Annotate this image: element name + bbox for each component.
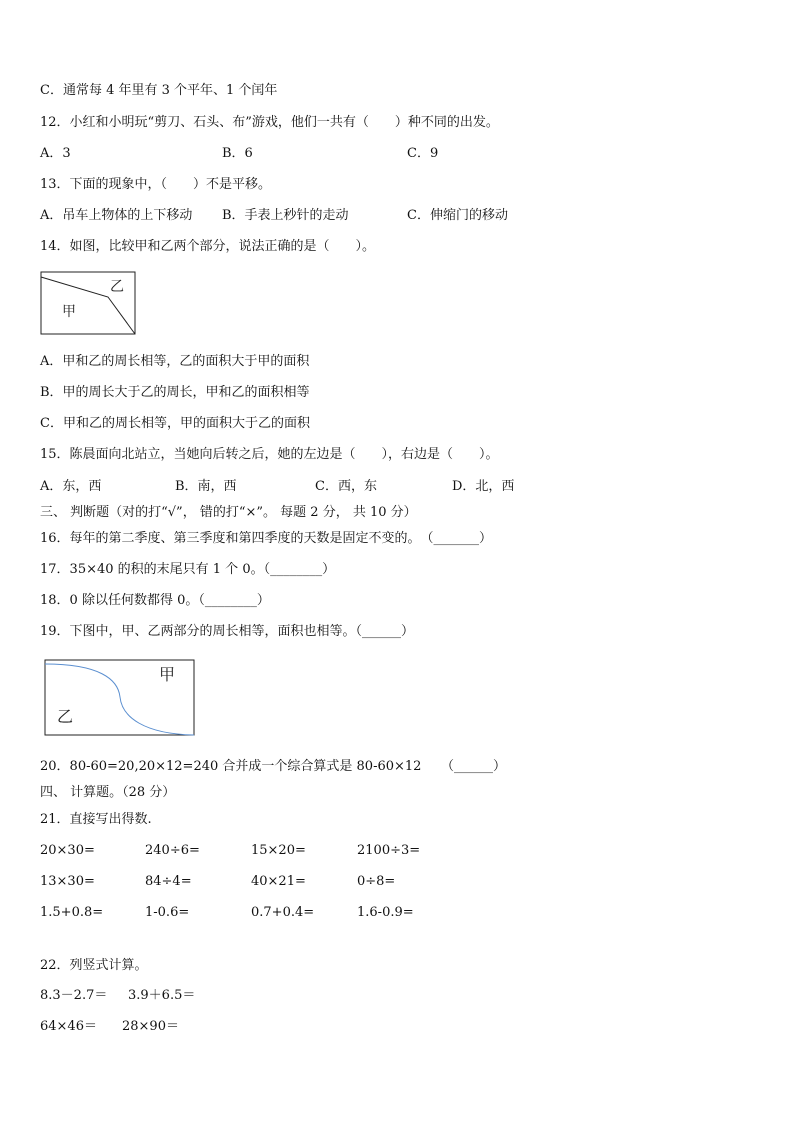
q19-stem: 19．下图中，甲、乙两部分的周长相等，面积也相等。（______） [40,624,415,639]
q16-text: 16．每年的第二季度、第三季度和第四季度的天数是固定不变的。 （_______） [40,531,493,546]
q13-stem: 13．下面的现象中，（ ）不是平移。 [40,177,272,192]
q19-label-yi: 乙 [57,707,74,726]
q22-cell: 64×46＝ [40,1019,97,1034]
q19-figure [44,659,197,738]
q21-cell: 1.6-0.9= [357,905,414,920]
q20-text: 20．80-60=20,20×12=240 合并成一个综合算式是 80-60×12 （______） [40,759,506,774]
q19-figure-svg [44,659,197,738]
q19-label-jia: 甲 [159,665,176,684]
q17-text: 17．35×40 的积的末尾只有 1 个 0。（________） [40,562,336,577]
q13-option-c: C．伸缩门的移动 [407,208,508,223]
q14-label-yi: 乙 [110,279,124,295]
q12-stem: 12．小红和小明玩“剪刀、石头、布”游戏，他们一共有（ ）种不同的出发。 [40,115,499,130]
q21-cell: 1-0.6= [145,905,190,920]
q15-option-a: A．东，西 [40,479,102,494]
q12-option-a: A．3 [40,146,71,161]
q13-option-a: A．吊车上物体的上下移动 [40,208,193,223]
q14-label-jia: 甲 [62,304,76,320]
q21-cell: 240÷6= [145,843,200,858]
q15-option-b: B．南，西 [175,479,237,494]
q11-option-c: C．通常每 4 年里有 3 个平年、1 个闰年 [40,83,278,98]
section4-heading: 四、 计算题。（28 分） [40,785,176,800]
q21-cell: 20×30= [40,843,95,858]
q21-cell: 0.7+0.4= [251,905,315,920]
q14-option-a: A．甲和乙的周长相等，乙的面积大于甲的面积 [40,354,310,369]
q21-cell: 13×30= [40,874,95,889]
q14-stem: 14．如图，比较甲和乙两个部分，说法正确的是（ ）。 [40,239,376,254]
q21-stem: 21．直接写出得数. [40,812,152,827]
q21-cell: 2100÷3= [357,843,421,858]
q14-option-b: B．甲的周长大于乙的周长，甲和乙的面积相等 [40,385,310,400]
q21-cell: 1.5+0.8= [40,905,104,920]
q21-cell: 84÷4= [145,874,192,889]
q22-cell: 8.3－2.7＝ [40,988,108,1003]
q22-stem: 22．列竖式计算。 [40,958,148,973]
q18-text: 18．0 除以任何数都得 0。（________） [40,593,270,608]
q14-option-c: C．甲和乙的周长相等，甲的面积大于乙的面积 [40,416,310,431]
q12-option-b: B．6 [222,146,253,161]
q14-figure-svg [40,271,138,337]
q22-cell: 3.9＋6.5＝ [128,988,196,1003]
q14-figure [40,271,138,337]
q12-option-c: C．9 [407,146,439,161]
q13-option-b: B．手表上秒针的走动 [222,208,349,223]
q15-option-d: D．北，西 [452,479,515,494]
q15-option-c: C．西，东 [315,479,377,494]
section3-heading: 三、 判断题（对的打“√”， 错的打“×”。 每题 2 分， 共 10 分） [40,505,417,520]
q21-cell: 40×21= [251,874,306,889]
q22-cell: 28×90＝ [122,1019,179,1034]
q21-cell: 0÷8= [357,874,396,889]
q21-cell: 15×20= [251,843,306,858]
q15-stem: 15．陈晨面向北站立，当她向后转之后，她的左边是（ ），右边是（ ）。 [40,447,499,462]
